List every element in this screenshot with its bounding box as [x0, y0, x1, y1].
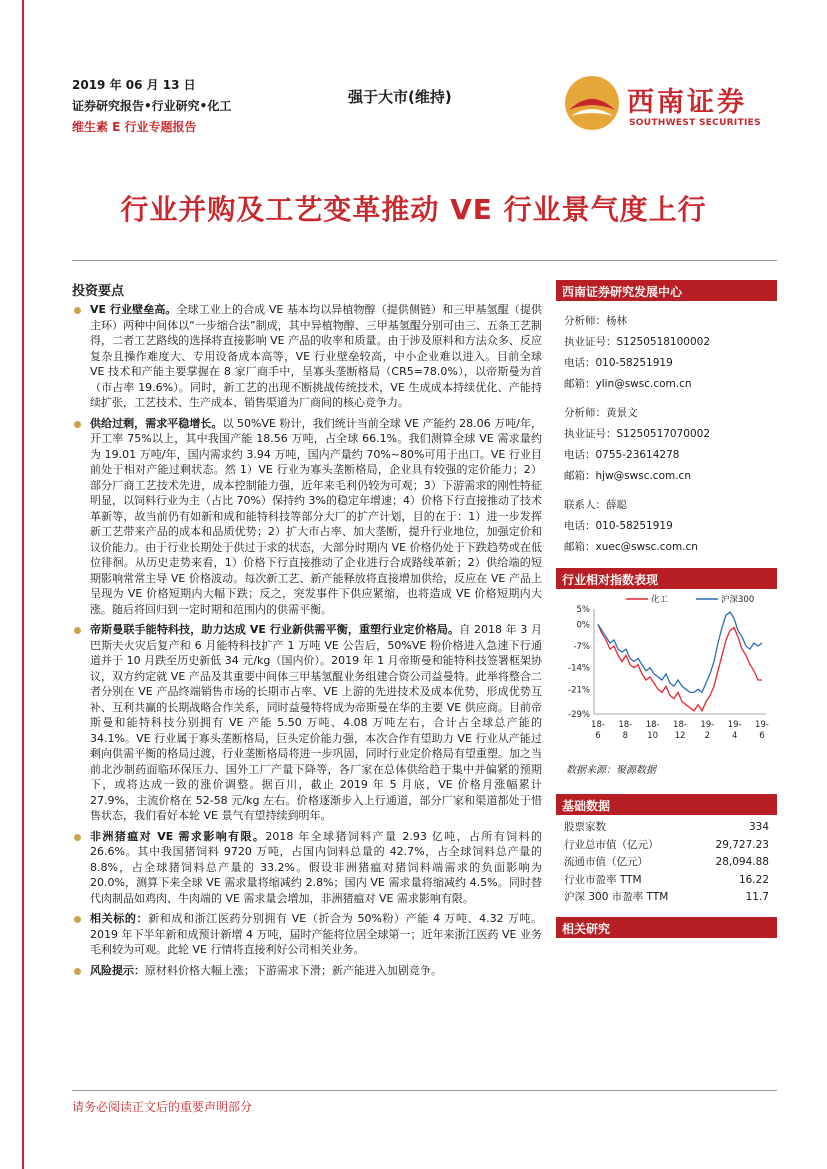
rating: 强于大市(维持)	[348, 88, 452, 106]
chart-x-tick-label: 18-8	[618, 720, 633, 741]
relative-index-chart	[556, 589, 777, 759]
bullet-body: 2018 年全球猪饲料产量 2.93 亿吨，占所有饲料的 26.6%。其中我国猪饲料 9720 万吨，占国内饲料总量的 42.7%，占全球饲料总产量的 8.8%，占全球猪饲料总产量的 33.2%。假设非洲猪瘟对猪饲料端需求的负面影响为 20.0%，测算下来全球 VE 需求量将缩减约 2.8%；国内 VE 需求量将缩减约 4.5%。同时替代肉制品如鸡肉、牛肉端的 VE 需求量会增加，非洲猪瘟对 VE 需求影响有限。	[90, 829, 542, 905]
footer-divider	[72, 1090, 777, 1091]
basic-data-value: 29,727.23	[715, 838, 769, 851]
bullet-body: 自 2018 年 3 月巴斯夫火灾后复产和 6 月能特科技扩产 1 万吨 VE 公告后，50%VE 粉价格进入急速下行通道并于 10 月跌至历史新低 34 元/kg（国内价）。2019 年 1 月帝斯曼和能特科技签署框架协议，双方约定就 VE 产品及其重要中间体三甲基氢醌业务组建合资公司益曼特。此举将整合二者分别在 VE 产品终端销售市场的长期市占率、VE 上游的先进技术及成本优势，形成优势互补、互利共赢的长期战略合作关系，同时益曼特将成为帝斯曼在华的主要 VE 供应商。目前帝斯曼和能特科技分别拥有 VE 产能 5.50 万吨、4.08 万吨左右，合计占全球总产能的 34.1%。VE 行业属于寡头垄断格局，巨头定价能力强，本次合作有望助力 VE 行业从产能过剩向供需平衡的格局过渡，行业垄断格局将进一步巩固，同时行业定价格局有望重塑。加之当前北沙制药面临环保压力、国外工厂产量下降等，各厂家在总体供给趋于集中并偏紧的预期下，或将达成一致的涨价调整。据百川，截止 2019 年 5 月底，VE 价格月涨幅累计 27.9%，主流价格在 52-58 元/kg 左右。价格逐渐步入上行通道，部分厂家和渠道都处于惜售状态，我们看好本轮 VE 景气有望持续到明年。	[90, 623, 543, 822]
contact-line: 电话：010-58251919	[564, 357, 673, 369]
basic-data-row	[556, 819, 777, 837]
title-divider	[72, 260, 777, 261]
basic-data-label: 沪深 300 市盈率 TTM	[564, 891, 669, 903]
bullet-item	[72, 829, 542, 907]
chart-header: 行业相对指数表现	[556, 568, 777, 589]
contact-line: 执业证号：S1250518100002	[564, 336, 711, 348]
related-research-header: 相关研究	[556, 917, 777, 938]
chart-source: 数据来源：聚源数据	[566, 765, 656, 776]
chart-y-tick-label: -14%	[568, 663, 590, 674]
contact-gap	[564, 487, 769, 495]
contact-line: 邮箱：hjw@swsc.com.cn	[564, 470, 691, 482]
chart-series-line	[598, 612, 762, 692]
chart-series-line	[598, 624, 762, 711]
contact-line: 联系人：薛聪	[564, 499, 627, 511]
chart-y-tick-label: -29%	[568, 710, 590, 720]
chart-y-tick-label: 5%	[576, 605, 590, 615]
bullet-item	[72, 302, 542, 411]
report-type: 证券研究报告•行业研究•化工	[72, 99, 232, 113]
research-center-header: 西南证券研究发展中心	[556, 280, 777, 301]
bullet-heading: 相关标的：	[90, 912, 149, 925]
report-subtitle: 维生素 E 行业专题报告	[72, 120, 197, 134]
chart-x-tick-label: 19-6	[755, 720, 769, 741]
sidebar	[556, 280, 777, 938]
chart-legend-label: 化工	[651, 595, 669, 605]
chart-y-tick-label: 0%	[576, 620, 590, 631]
report-title: 行业并购及工艺变革推动 VE 行业景气度上行	[120, 193, 707, 226]
logo-text-en: SOUTHWEST SECURITIES	[629, 118, 761, 128]
bullet-body: 以 50%VE 粉计，我们统计当前全球 VE 产能约 28.06 万吨/年，开工率 75%以上，其中我国产能 18.56 万吨，占全球 66.1%。我们测算全球 VE 需求量约为 19.01 万吨/年，国内需求约 3.94 万吨，国内产量约 70%~80%可用于出口。VE 行业目前处于相对产能过剩状态。然 1）VE 行业为寡头垄断格局，企业具有较强的定价能力；2）部分厂商工艺技术先进，成本控制能力强，近年来毛利仍较为可观；3）下游需求的刚性特征明显，以饲料行业为主（占比 70%）保持约 3%的稳定年增速；4）价格下行直接推动了技术革新等，故当前仍有如新和成和能特科技等部分大厂的扩产计划，目的在于：1）进一步发挥新工艺带来产品的成本和品质优势；2）扩大市占率、加大垄断，提升行业地位，加强定价和议价能力。由于行业长期处于供过于求的状态，大部分时期内 VE 价格仍处于下跌趋势或在低位徘徊。从历史走势来看，1）价格下行直接推动了企业进行合成路线革新；2）供给端的短期影响常常主导 VE 价格波动。每次新工艺、新产能释放将直接增加供给，反应在 VE 产品上呈现为 VE 价格短期内大幅下跌；反之，突发事件下供应紧缩，也将造成 VE 价格短期内大涨。随后将回归到一定时期和范围内的供需平衡。	[90, 416, 543, 616]
chart-x-tick-label: 18-12	[673, 720, 687, 741]
contact-line: 电话：0755-23614278	[564, 449, 680, 461]
report-date: 2019 年 06 月 13 日	[72, 78, 196, 92]
basic-data-row	[556, 837, 777, 855]
contact-line: 邮箱：xuec@swsc.com.cn	[564, 541, 698, 553]
bullet-dot-icon	[74, 307, 81, 314]
basic-data-label: 行业总市值（亿元）	[564, 838, 659, 851]
basic-data-value: 16.22	[738, 873, 769, 886]
contact-line: 执业证号：S1250517070002	[564, 428, 711, 440]
chart-x-tick-label: 18-6	[591, 720, 605, 741]
contact-line: 分析师：杨林	[564, 315, 627, 327]
chart-y-tick-label: -7%	[573, 642, 590, 653]
bullet-heading: 供给过剩，需求平稳增长。	[90, 416, 223, 430]
basic-data-value: 334	[748, 821, 769, 833]
relative-index-chart-svg	[556, 589, 777, 759]
bullet-heading: VE 行业壁垒高。	[90, 303, 177, 316]
bullet-body: 原材料价格大幅上涨；下游需求下滑；新产能进入加剧竞争。	[145, 963, 442, 977]
chart-x-tick-label: 19-2	[700, 720, 715, 741]
basic-data-label: 流通市值（亿元）	[564, 856, 648, 868]
basic-data-row	[556, 854, 777, 872]
bullet-item	[72, 911, 542, 958]
logo-mark-icon	[563, 74, 621, 132]
contact-line: 电话：010-58251919	[564, 520, 673, 532]
bullet-dot-icon	[74, 421, 81, 428]
basic-data-row	[556, 872, 777, 890]
bullet-dot-icon	[74, 834, 81, 841]
contact-line: 分析师：黄景文	[564, 407, 638, 419]
bullet-item	[72, 416, 542, 618]
basic-data-value: 28,094.88	[715, 856, 769, 868]
bullet-heading: 非洲猪瘟对 VE 需求影响有限。	[90, 829, 266, 843]
bullet-body: 新和成和浙江医药分别拥有 VE（折合为 50%粉）产能 4 万吨、4.32 万吨。2019 年下半年新和成预计新增 4 万吨，届时产能将位居全球第一；近年来浙江医药 VE 业务毛利较为可观。此轮 VE 行情将直接利好公司相关业务。	[90, 912, 542, 956]
page-left-rule	[22, 0, 24, 1169]
investment-highlights	[72, 302, 542, 983]
contact-line: 邮箱：ylin@swsc.com.cn	[564, 378, 692, 390]
contact-gap	[564, 395, 769, 403]
bullet-dot-icon	[74, 916, 81, 923]
bullet-body: 全球工业上的合成 VE 基本均以异植物醇（提供侧链）和三甲基氢醌（提供主环）两种中间体以“一步缩合法”制成，其中异植物醇、三甲基氢醌分别可由三、五条工艺制得，二者工艺路线的选择将直接影响 VE 产品的收率和质量。由于涉及原料和方法众多、反应复杂且操作难度大、专用设备成本高等，VE 行业壁垒较高，中小企业难以进入。目前全球 VE 技术和产能主要掌握在 8 家厂商手中，呈寡头垄断格局（CR5=78.0%），以帝斯曼为首（市占率 19.6%）。同时，新工艺的出现不断挑战传统技术，VE 生成成本持续优化、产能持续扩张，工艺技术、生产成本、销售渠道为厂商间的核心竞争力。	[90, 303, 542, 409]
bullet-dot-icon	[74, 968, 81, 975]
footer-notice: 请务必阅读正文后的重要声明部分	[72, 1100, 253, 1114]
basic-data-label: 股票家数	[564, 821, 606, 833]
company-logo	[563, 74, 773, 134]
bullet-heading: 风险提示：	[90, 963, 145, 977]
basic-data-header: 基础数据	[556, 794, 777, 815]
section-title: 投资要点	[72, 284, 125, 299]
logo-text-cn: 西南证券	[627, 87, 747, 118]
basic-data-row	[556, 889, 777, 907]
basic-data-label: 行业市盈率 TTM	[564, 873, 642, 886]
chart-y-tick-label: -21%	[568, 685, 590, 696]
bullet-item	[72, 622, 542, 824]
analyst-contacts	[556, 301, 777, 558]
basic-data-value: 11.7	[745, 891, 769, 903]
bullet-item	[72, 963, 542, 979]
chart-x-tick-label: 19-4	[727, 720, 742, 741]
bullet-dot-icon	[74, 627, 81, 634]
basic-data-table	[556, 815, 777, 907]
chart-x-tick-label: 18-10	[645, 720, 660, 741]
chart-legend-label: 沪深300	[721, 595, 755, 605]
bullet-heading: 帝斯曼联手能特科技，助力达成 VE 行业新供需平衡，重塑行业定价格局。	[90, 623, 460, 636]
